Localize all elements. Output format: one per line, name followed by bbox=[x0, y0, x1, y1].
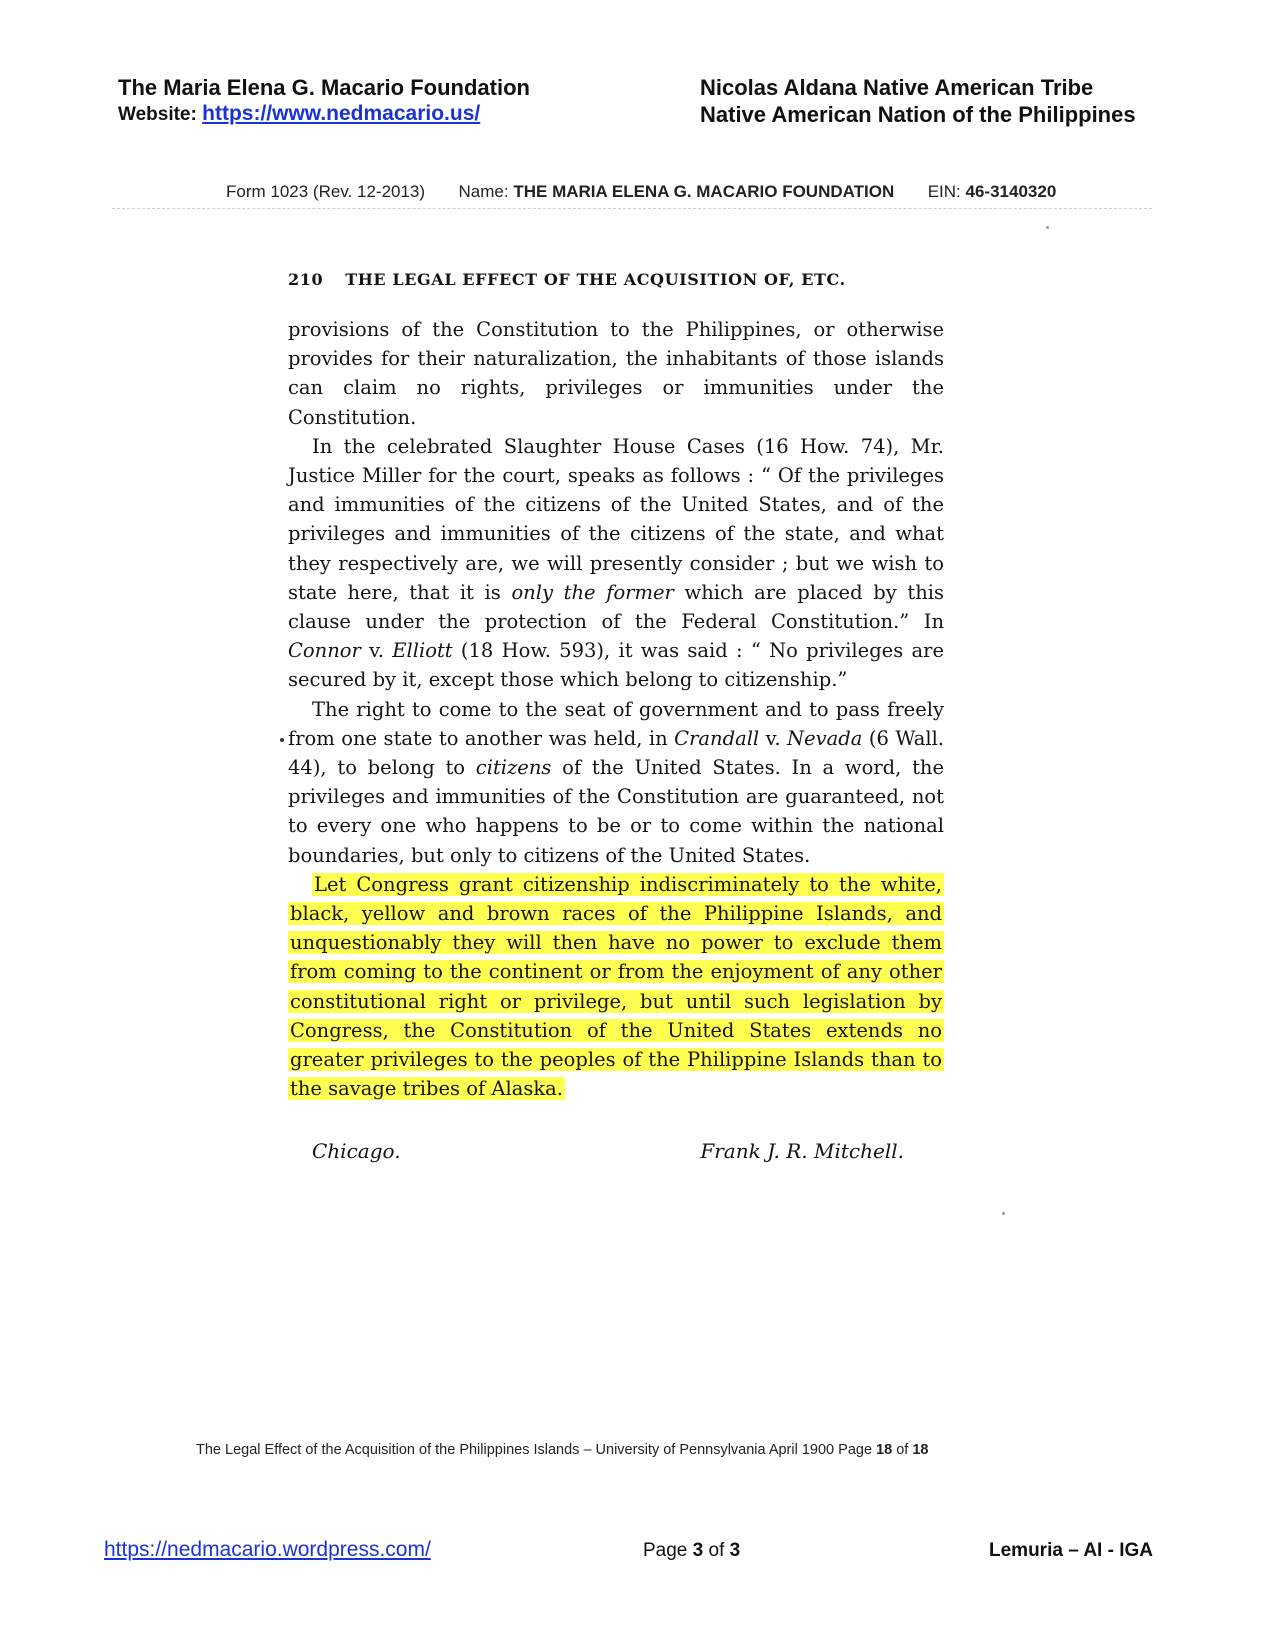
website-link[interactable]: https://www.nedmacario.us/ bbox=[202, 102, 481, 125]
form-number: Form 1023 (Rev. 12-2013) bbox=[226, 182, 426, 201]
scan-total: 18 bbox=[912, 1442, 929, 1458]
scan-speck bbox=[1046, 226, 1049, 229]
scan-speck bbox=[1002, 1212, 1005, 1215]
paragraph-1: provisions of the Constitution to the Philippines, or otherwise provides for their naturalization, the inhabitants of those islands can claim no rights, privileges or immunities under the Constitution. bbox=[288, 318, 944, 429]
scan-footer: The Legal Effect of the Acquisition of the Philippines Islands – University of Pennsylvania April 1900 Page 18 of 18 bbox=[196, 1442, 929, 1458]
form-line bbox=[226, 182, 1056, 202]
case-name: Elliott bbox=[392, 639, 453, 663]
scan-page: 18 bbox=[876, 1442, 893, 1458]
case-name: Crandall bbox=[674, 726, 760, 750]
form-rule bbox=[112, 208, 1152, 209]
paragraph-4-highlighted bbox=[288, 870, 944, 1104]
footer-page: Page 3 of 3 bbox=[643, 1540, 741, 1561]
name-label: Name: bbox=[458, 182, 509, 201]
footer-link[interactable]: https://nedmacario.wordpress.com/ bbox=[104, 1538, 431, 1561]
tribe-name: Nicolas Aldana Native American Tribe bbox=[700, 75, 1094, 100]
header-left bbox=[118, 74, 638, 128]
place: Chicago. bbox=[312, 1139, 401, 1164]
footer-right: Lemuria – AI - IGA bbox=[989, 1540, 1153, 1561]
name-value: THE MARIA ELENA G. MACARIO FOUNDATION bbox=[513, 182, 895, 201]
book-running-title: THE LEGAL EFFECT OF THE ACQUISITION OF, ETC. bbox=[345, 270, 846, 289]
website-line bbox=[118, 101, 638, 128]
highlighted-text: Let Congress grant citizenship indiscriminately to the white, black, yellow and brown races of the Philippine Islands, and unquestionably they will then have no power to exclude them from coming to the continent or from the enjoyment of any other constitutional right or privilege, but until such legislation by Congress, the Constitution of the United States extends no greater privileges to the peoples of the Philippine Islands than to the savage tribes of Alaska. bbox=[290, 872, 942, 1101]
nation-name: Native American Nation of the Philippines bbox=[700, 102, 1136, 127]
italic-word: citizens bbox=[475, 756, 552, 780]
signature-row bbox=[288, 1139, 944, 1163]
footer-left bbox=[104, 1538, 431, 1562]
ein-value: 46-3140320 bbox=[965, 182, 1057, 201]
paragraph-3: The right to come to the seat of government and to pass freely from one state to another was held, in Crandall v. Nevada (6 Wall. 44), to belong to citizens of the United States. In a word, the privileges and immunities of the Constitution are guaranteed, not to every one who happens to be or to come within the national boundaries, but only to citizens of the United States. bbox=[288, 697, 945, 867]
case-name: Nevada bbox=[787, 726, 863, 750]
foundation-name: The Maria Elena G. Macario Foundation bbox=[118, 75, 530, 100]
footer-page-number: 3 bbox=[692, 1540, 704, 1561]
book-page-number: 210 bbox=[288, 270, 324, 289]
ein-label: EIN: bbox=[927, 182, 961, 201]
header-right bbox=[700, 74, 1170, 128]
author-signature: Frank J. R. Mitchell. bbox=[700, 1139, 904, 1164]
scan-speck bbox=[280, 738, 284, 742]
paragraph-2: In the celebrated Slaughter House Cases (16 How. 74), Mr. Justice Miller for the court, speaks as follows : “ Of the privileges and immunities of the citizens of the United States, and of the privileges and immunities of the citizens of the state, and what they respectively are, we will presently consider ; but we wish to state here, that it is only the former which are placed by this clause under the protection of the Federal Constitution.” In Connor v. Elliott (18 How. 593), it was said : “ No privileges are secured by it, except those which belong to citizenship.” bbox=[288, 434, 944, 692]
website-label: Website: bbox=[118, 104, 197, 125]
book-page bbox=[288, 270, 944, 1163]
running-head bbox=[288, 270, 944, 289]
footer-page-total: 3 bbox=[729, 1540, 741, 1561]
case-name: Connor bbox=[288, 639, 361, 663]
italic-phrase: only the former bbox=[511, 580, 674, 604]
